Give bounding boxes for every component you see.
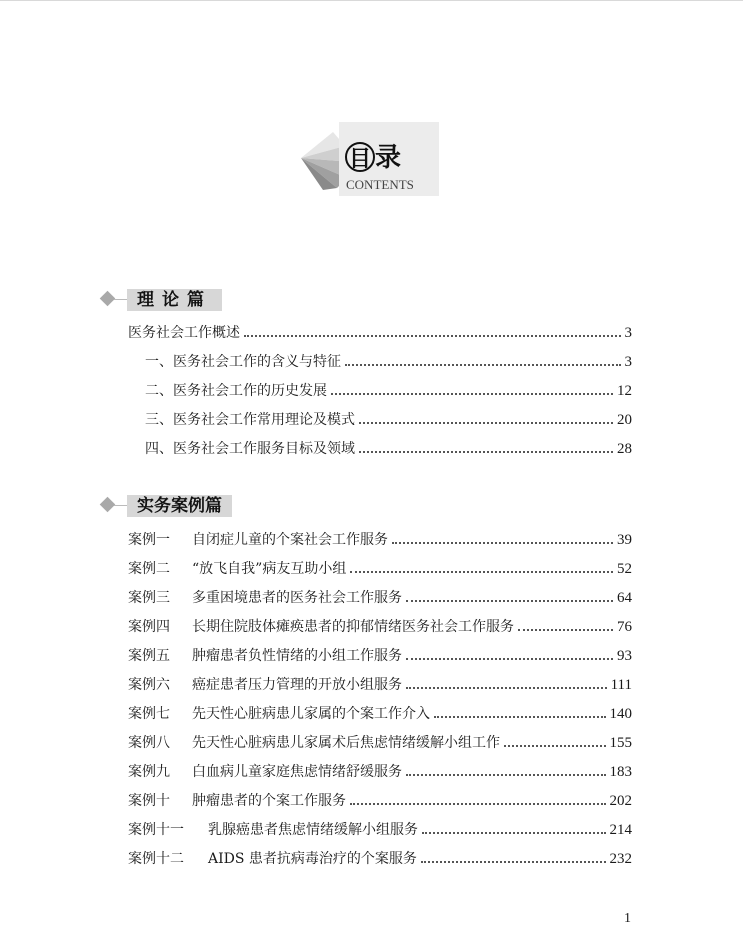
toc-entry-label: 先天性心脏病患儿家属术后焦虑情绪缓解小组工作 (192, 735, 500, 751)
dot-leader (392, 541, 613, 544)
toc-entry-label: AIDS 患者抗病毒治疗的个案服务 (208, 851, 417, 867)
toc-entry[interactable] (145, 436, 632, 458)
toc-entry[interactable] (128, 614, 632, 636)
dot-leader (422, 831, 606, 834)
case-number: 案例三 (128, 590, 170, 606)
toc-entry-label: 先天性心脏病患儿家属的个案工作介入 (192, 706, 430, 722)
toc-entry[interactable] (128, 556, 632, 578)
section-title: 实务案例篇 (127, 495, 232, 517)
dot-leader (518, 628, 613, 631)
diamond-bullet-icon (100, 497, 116, 513)
page-number: 1 (624, 911, 631, 926)
toc-entry[interactable] (128, 817, 632, 839)
toc-entry[interactable] (145, 407, 632, 429)
toc-entry-label: 肿瘤患者负性情绪的小组工作服务 (192, 648, 402, 664)
case-number: 案例五 (128, 648, 170, 664)
toc-entry-label: 三、医务社会工作常用理论及模式 (145, 412, 355, 428)
toc-entry[interactable] (128, 759, 632, 781)
toc-entry[interactable] (128, 643, 632, 665)
toc-entry[interactable] (128, 672, 632, 694)
toc-entry-label: 一、医务社会工作的含义与特征 (145, 354, 341, 370)
case-number: 案例九 (128, 764, 170, 780)
header-rule (114, 299, 128, 300)
dot-leader (434, 715, 606, 718)
dot-leader (504, 744, 606, 747)
case-number: 案例二 (128, 561, 170, 577)
toc-entry-page: 3 (624, 354, 632, 370)
toc-entry-page: 214 (609, 822, 632, 838)
toc-entry-page: 3 (624, 325, 632, 341)
dot-leader (406, 686, 607, 689)
toc-entry-page: 155 (609, 735, 632, 751)
toc-entry-label: 四、医务社会工作服务目标及领域 (145, 441, 355, 457)
case-number: 案例十 (128, 793, 170, 809)
toc-entry-label: “放飞自我”病友互助小组 (192, 561, 347, 577)
dot-leader (331, 392, 613, 395)
toc-entry[interactable] (145, 378, 632, 400)
toc-entry-label: 医务社会工作概述 (128, 325, 240, 341)
toc-entry[interactable] (128, 527, 632, 549)
toc-entry-page: 111 (610, 677, 632, 693)
dot-leader (350, 802, 606, 805)
toc-entry-page: 183 (609, 764, 632, 780)
top-border-line (0, 0, 743, 1)
case-number: 案例七 (128, 706, 170, 722)
toc-entry[interactable] (128, 788, 632, 810)
toc-entry-label: 长期住院肢体瘫痪患者的抑郁情绪医务社会工作服务 (192, 619, 514, 635)
case-number: 案例一 (128, 532, 170, 548)
case-number: 案例八 (128, 735, 170, 751)
page-subtitle: CONTENTS (346, 177, 414, 192)
toc-entry-label: 自闭症儿童的个案社会工作服务 (192, 532, 388, 548)
diamond-bullet-icon (100, 291, 116, 307)
header-rule (114, 505, 128, 506)
dot-leader (345, 363, 621, 366)
toc-entry-page: 93 (617, 648, 632, 664)
section-title: 理论篇 (127, 289, 222, 311)
dot-leader (406, 773, 606, 776)
toc-entry-page: 52 (617, 561, 632, 577)
case-number: 案例四 (128, 619, 170, 635)
case-number: 案例十二 (128, 851, 184, 867)
toc-entry[interactable] (128, 846, 632, 868)
toc-entry-page: 20 (617, 412, 632, 428)
toc-entry[interactable] (145, 349, 632, 371)
toc-entry-label: 乳腺癌患者焦虑情绪缓解小组服务 (208, 822, 418, 838)
toc-entry-page: 232 (609, 851, 632, 867)
title-char-1: 目 (345, 142, 375, 172)
toc-entry-page: 202 (609, 793, 632, 809)
dot-leader (350, 570, 613, 573)
toc-entry-label: 白血病儿童家庭焦虑情绪舒缓服务 (192, 764, 402, 780)
page-title (345, 142, 401, 173)
toc-entry-page: 39 (617, 532, 632, 548)
dot-leader (406, 657, 613, 660)
toc-entry-page: 76 (617, 619, 632, 635)
toc-entry-label: 癌症患者压力管理的开放小组服务 (192, 677, 402, 693)
toc-entry[interactable] (128, 320, 632, 342)
title-char-2: 录 (375, 143, 402, 173)
toc-entry-label: 肿瘤患者的个案工作服务 (192, 793, 346, 809)
dot-leader (359, 450, 613, 453)
dot-leader (406, 599, 613, 602)
toc-entry[interactable] (128, 585, 632, 607)
case-number: 案例六 (128, 677, 170, 693)
case-number: 案例十一 (128, 822, 184, 838)
dot-leader (244, 334, 621, 337)
dot-leader (359, 421, 613, 424)
toc-entry-label: 多重困境患者的医务社会工作服务 (192, 590, 402, 606)
dot-leader (421, 860, 606, 863)
toc-entry-page: 12 (617, 383, 632, 399)
toc-entry-label: 二、医务社会工作的历史发展 (145, 383, 327, 399)
toc-entry[interactable] (128, 701, 632, 723)
contents-title-block (293, 122, 439, 196)
toc-entry-page: 64 (617, 590, 632, 606)
toc-entry-page: 140 (609, 706, 632, 722)
toc-entry-page: 28 (617, 441, 632, 457)
toc-entry[interactable] (128, 730, 632, 752)
